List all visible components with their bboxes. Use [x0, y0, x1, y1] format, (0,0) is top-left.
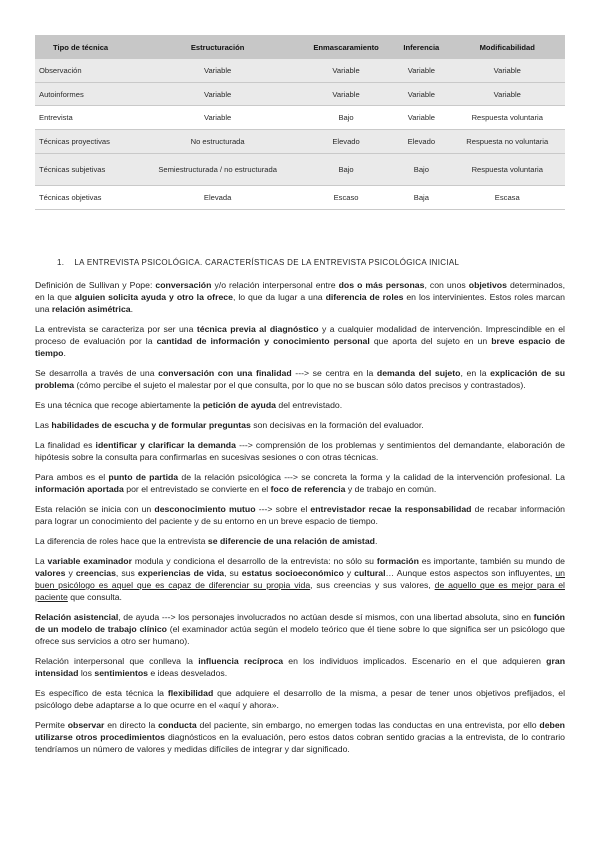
bold-text: se diferencie de una relación de amistad	[207, 536, 375, 546]
table-cell: Variable	[136, 83, 299, 106]
table-row	[35, 130, 565, 154]
paragraph	[35, 503, 565, 527]
text-run: y a cualquier modalidad de intervención. Imprescindible en el proceso de evaluación por la	[35, 324, 565, 346]
header-estructuracion: Estructuración	[136, 35, 299, 59]
text-run: del entrevistado.	[275, 400, 343, 410]
header-enmascaramiento: Enmascaramiento	[299, 35, 393, 59]
section-number: 1.	[57, 258, 65, 267]
text-run: La diferencia de roles hace que la entrevista	[35, 536, 208, 546]
text-run: Es una técnica que recoge abiertamente la	[35, 400, 203, 410]
table-row	[35, 59, 565, 83]
text-run: y de trabajo en común.	[345, 484, 437, 494]
table-cell: Variable	[393, 83, 449, 106]
text-run: .	[374, 536, 378, 546]
paragraph	[35, 611, 565, 647]
table-cell: Bajo	[393, 154, 449, 186]
bold-text: objetivos	[468, 280, 507, 290]
text-run: es importante, también su mundo de	[418, 556, 565, 566]
table-cell: Respuesta no voluntaria	[450, 130, 565, 154]
section-heading	[35, 257, 565, 269]
text-run: de recabar información para lograr un conocimiento del paciente y de su entorno en un breve espacio de tiempo.	[35, 504, 565, 526]
text-run: , con unos	[424, 280, 469, 290]
header-tipo: Tipo de técnica	[35, 35, 136, 59]
bold-text: punto de partida	[108, 472, 179, 482]
bold-text: Relación asistencial	[35, 612, 119, 622]
table-cell: Variable	[136, 59, 299, 83]
bold-text: entrevistador recae la responsabilidad	[310, 504, 472, 514]
text-run: , sus creencias y sus valores,	[310, 580, 435, 590]
text-run: , de ayuda ---> los personajes involucrados no actúan desde sí mismos, con una libertad absoluta, sino en	[118, 612, 534, 622]
text-run: Definición de Sullivan y Pope:	[35, 280, 156, 290]
table-cell: Escasa	[450, 186, 565, 210]
table-cell: Elevado	[299, 130, 393, 154]
text-run: .	[130, 304, 134, 314]
paragraph	[35, 655, 565, 679]
text-run: Esta relación se inicia con un	[35, 504, 155, 514]
bold-text: influencia recíproca	[198, 656, 284, 666]
bold-text: flexibilidad	[167, 688, 214, 698]
table-cell: Respuesta voluntaria	[450, 154, 565, 186]
bold-text: experiencias de vida	[137, 568, 225, 578]
table-cell: Bajo	[299, 106, 393, 130]
text-run: La finalidad es	[35, 440, 96, 450]
text-run: Relación interpersonal que conlleva la	[35, 656, 199, 666]
text-run: determinados, en la que	[35, 280, 565, 302]
bold-text: observar	[67, 720, 105, 730]
bold-text: función de un modelo de trabajo clínico	[35, 612, 565, 634]
table-cell: Variable	[393, 106, 449, 130]
bold-text: variable examinador	[47, 556, 132, 566]
underlined-text: un buen psicólogo es aquel que es capaz de diferenciar su propia vida	[35, 568, 566, 590]
text-run: en los individuos implicados. Escenario en el que adquieren	[283, 656, 547, 666]
underlined-text: de aquello que es mejor para el paciente	[35, 580, 565, 602]
bold-text: conversación con una finalidad	[158, 368, 292, 378]
paragraph	[35, 399, 565, 411]
text-run: ---> se centra en la	[291, 368, 377, 378]
bold-text: desconocimiento mutuo	[154, 504, 256, 514]
bold-text: técnica previa al diagnóstico	[196, 324, 319, 334]
bold-text: deben utilizarse otros procedimientos	[35, 720, 565, 742]
bold-text: explicación de su problema	[35, 368, 566, 390]
paragraph	[35, 279, 565, 315]
text-run: que aporta del sujeto en un	[369, 336, 492, 346]
text-run: que adquiere el desarrollo de la misma, a pesar de tener unos objetivos prefijados, el psicólogo debe adaptarse a lo que ocurre en el «aquí y ahora».	[35, 688, 565, 710]
bold-text: estatus socioeconómico	[241, 568, 344, 578]
table-header-row	[35, 35, 565, 59]
paragraph	[35, 419, 565, 431]
paragraph	[35, 367, 565, 391]
table-cell: Elevado	[393, 130, 449, 154]
text-run: Se desarrolla a través de una	[35, 368, 159, 378]
text-run: La	[35, 556, 48, 566]
table-cell: Bajo	[299, 154, 393, 186]
text-run: y	[65, 568, 76, 578]
table-cell: Variable	[450, 83, 565, 106]
table-cell: Variable	[450, 59, 565, 83]
text-run: … Aunque estos aspectos son influyentes,	[385, 568, 556, 578]
text-run: (cómo percibe el sujeto el malestar por el que consulta, por lo que no se buscan sólo datos precisos y contrastados).	[74, 380, 526, 390]
text-run: Es específico de esta técnica la	[35, 688, 168, 698]
table-cell: Observación	[35, 59, 136, 83]
bold-text: petición de ayuda	[202, 400, 276, 410]
text-run: los	[78, 668, 95, 678]
bold-text: breve espacio de tiempo	[35, 336, 565, 358]
text-run: Para ambos es el	[35, 472, 109, 482]
bold-text: relación asimétrica	[51, 304, 131, 314]
section-title: LA ENTREVISTA PSICOLÓGICA. CARACTERÍSTICAS DE LA ENTREVISTA PSICOLÓGICA INICIAL	[74, 258, 460, 267]
text-run: ---> comprensión de los problemas y sentimientos del demandante, elaboración de hipótesis sobre la consulta para confirmarlas en sucesivas sesiones o con otras técnicas.	[35, 440, 566, 462]
table-cell: Técnicas proyectivas	[35, 130, 136, 154]
paragraph	[35, 323, 565, 359]
bold-text: diferencia de roles	[325, 292, 404, 302]
text-run: Permite	[35, 720, 68, 730]
bold-text: conducta	[158, 720, 197, 730]
text-run: y	[343, 568, 355, 578]
table-cell: Autoinformes	[35, 83, 136, 106]
text-run: La entrevista se caracteriza por ser una	[35, 324, 197, 334]
document-body	[35, 257, 565, 763]
bold-text: dos o más personas	[338, 280, 425, 290]
table-cell: Variable	[136, 106, 299, 130]
table-cell: Semiestructurada / no estructurada	[136, 154, 299, 186]
header-inferencia: Inferencia	[393, 35, 449, 59]
techniques-table	[35, 35, 565, 210]
bold-text: gran intensidad	[35, 656, 565, 678]
text-run: Las	[35, 420, 52, 430]
bold-text: foco de referencia	[270, 484, 346, 494]
text-run: que consulta.	[67, 592, 122, 602]
bold-text: habilidades de escucha y de formular preguntas	[51, 420, 251, 430]
bold-text: valores	[35, 568, 66, 578]
text-run: (el examinador actúa según el modelo teórico que él tiene sobre lo que significa ser un psicólogo que ofrece sus servicios a otro ser humano).	[35, 624, 565, 646]
paragraph	[35, 439, 565, 463]
paragraph	[35, 719, 565, 755]
bold-text: cultural	[354, 568, 386, 578]
text-run: e ideas desvelados.	[147, 668, 228, 678]
text-run: en los intervinientes. Estos roles marcan una	[35, 292, 565, 314]
paragraph	[35, 471, 565, 495]
table-row	[35, 186, 565, 210]
bold-text: cantidad de información y conocimiento personal	[156, 336, 370, 346]
text-run: , lo que da lugar a una	[232, 292, 326, 302]
paragraph-list	[35, 279, 565, 755]
text-run: en directo la	[104, 720, 159, 730]
text-run: son decisivas en la formación del evaluador.	[250, 420, 424, 430]
text-run: del paciente, sin embargo, no emergen todas las conductas en una entrevista, por ello	[196, 720, 540, 730]
text-run: , su	[224, 568, 242, 578]
table-cell: Escaso	[299, 186, 393, 210]
table-cell: Elevada	[136, 186, 299, 210]
table-cell: Baja	[393, 186, 449, 210]
text-run: modula y condiciona el desarrollo de la entrevista: no sólo su	[132, 556, 377, 566]
paragraph	[35, 535, 565, 547]
bold-text: formación	[376, 556, 419, 566]
table-cell: Entrevista	[35, 106, 136, 130]
text-run: diagnósticos en la evaluación, pero estos datos cobran sentido gracias a la entrevista, de lo contrario tendríamos un número de valores y medidas difíciles de integrar y dar significado.	[35, 732, 565, 754]
bold-text: información aportada	[35, 484, 124, 494]
table-row	[35, 83, 565, 106]
bold-text: conversación	[155, 280, 212, 290]
text-run: , en la	[460, 368, 491, 378]
table-row	[35, 154, 565, 186]
table-cell: Variable	[299, 83, 393, 106]
header-modificabilidad: Modificabilidad	[450, 35, 565, 59]
table-cell: No estructurada	[136, 130, 299, 154]
paragraph	[35, 555, 565, 603]
text-run: .	[63, 348, 66, 358]
text-run: ---> sobre el	[255, 504, 311, 514]
table-cell: Variable	[393, 59, 449, 83]
bold-text: identificar y clarificar la demanda	[95, 440, 236, 450]
table-cell: Técnicas objetivas	[35, 186, 136, 210]
table-cell: Técnicas subjetivas	[35, 154, 136, 186]
table-cell: Variable	[299, 59, 393, 83]
bold-text: sentimientos	[94, 668, 148, 678]
paragraph	[35, 687, 565, 711]
bold-text: creencias	[75, 568, 116, 578]
table-row	[35, 106, 565, 130]
bold-text: demanda del sujeto	[376, 368, 461, 378]
bold-text: alguien solicita ayuda y otro la ofrece	[74, 292, 233, 302]
table-cell: Respuesta voluntaria	[450, 106, 565, 130]
text-run: , sus	[115, 568, 138, 578]
text-run: y/o relación interpersonal entre	[211, 280, 339, 290]
text-run: por el entrevistado se convierte en el	[123, 484, 271, 494]
text-run: de la relación psicológica ---> se concreta la forma y la calidad de la intervención profesional. La	[178, 472, 565, 482]
